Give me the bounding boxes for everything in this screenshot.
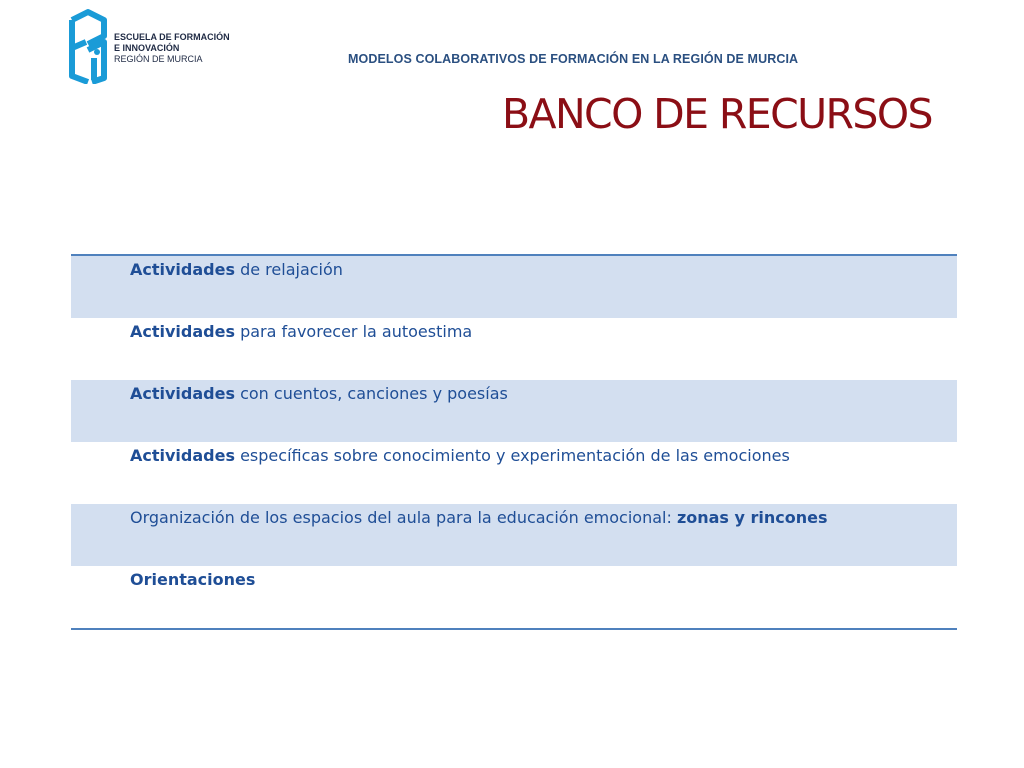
resource-row-relajacion[interactable]	[71, 256, 957, 318]
logo-line-3: REGIÓN DE MURCIA	[114, 53, 203, 64]
resource-text: con cuentos, canciones y poesías	[235, 384, 508, 403]
logo-text	[114, 32, 230, 65]
resource-bold-lead: Actividades	[130, 322, 235, 341]
resource-text: Organización de los espacios del aula para la educación emocional:	[130, 508, 677, 527]
resource-text: específicas sobre conocimiento y experimentación de las emociones	[235, 446, 790, 465]
resource-text: de relajación	[235, 260, 343, 279]
resource-text: para favorecer la autoestima	[235, 322, 473, 341]
logo-line-2: E INNOVACIÓN	[114, 42, 180, 53]
resource-bold-lead: Actividades	[130, 384, 235, 403]
resource-bold-lead: Actividades	[130, 260, 235, 279]
logo-line-1: ESCUELA DE FORMACIÓN	[114, 31, 230, 42]
resource-row-emociones[interactable]	[71, 442, 957, 504]
page-title: BANCO DE RECURSOS	[502, 90, 932, 138]
resource-row-cuentos[interactable]	[71, 380, 957, 442]
page-subtitle: MODELOS COLABORATIVOS DE FORMACIÓN EN LA REGIÓN DE MURCIA	[348, 52, 799, 66]
resource-row-orientaciones[interactable]	[71, 566, 957, 628]
resource-row-espacios[interactable]	[71, 504, 957, 566]
resources-list	[71, 254, 957, 630]
resource-row-autoestima[interactable]	[71, 318, 957, 380]
resource-bold-tail: zonas y rincones	[676, 508, 828, 527]
logo	[66, 8, 230, 84]
efi-logo-icon	[66, 8, 112, 84]
resource-bold-lead: Actividades	[130, 446, 235, 465]
resource-bold-lead: Orientaciones	[130, 570, 256, 589]
